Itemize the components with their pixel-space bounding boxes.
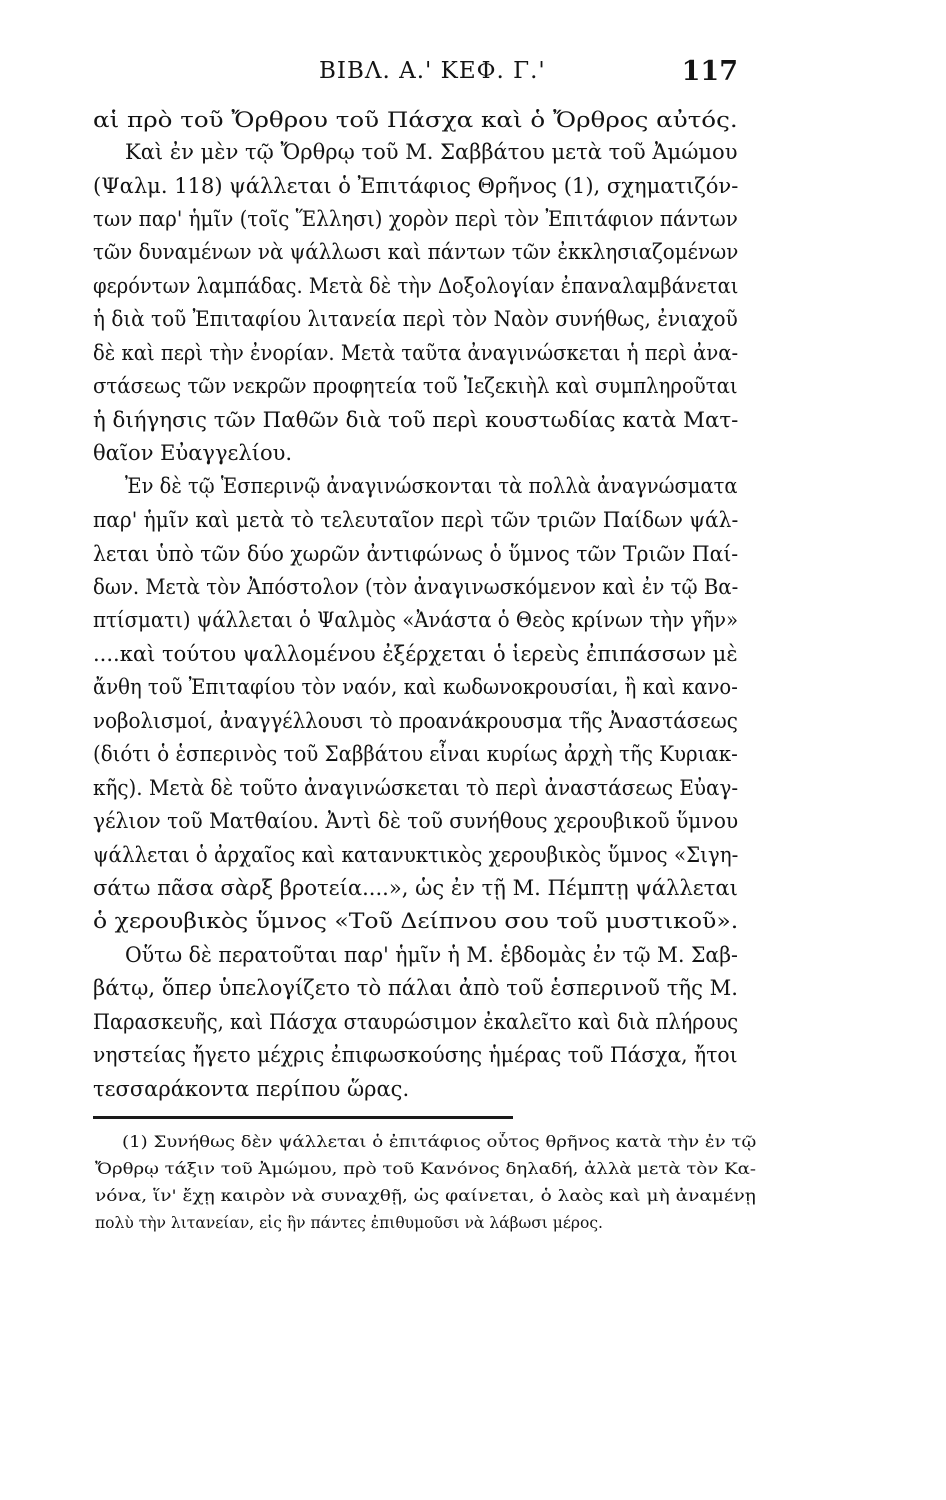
footnote-line: Ὄρθρῳ τάξιν τοῦ Ἀμώμου, πρὸ τοῦ Κανόνος δηλαδή, ἀλλὰ μετὰ τὸν Κα- xyxy=(95,1160,756,1178)
footnote-separator xyxy=(93,1116,513,1119)
text-line: Παρασκευῆς, καὶ Πάσχα σταυρώσιμον ἐκαλεῖτο καὶ διὰ πλήρους xyxy=(93,1010,739,1034)
text-line: νοβολισμοί, ἀναγγέλλουσι τὸ προανάκρουσμα τῆς Ἀναστάσεως xyxy=(93,709,738,733)
text-line: (Ψαλμ. 118) ψάλλεται ὁ Ἐπιτάφιος Θρῆνος (1), σχηματιζόν- xyxy=(93,174,739,198)
running-header xyxy=(93,56,738,96)
text-line: λεται ὑπὸ τῶν δύο χωρῶν ἀντιφώνως ὁ ὕμνος τῶν Τριῶν Παί- xyxy=(93,542,739,566)
text-line: παρ' ἡμῖν καὶ μετὰ τὸ τελευταῖον περὶ τῶν τριῶν Παίδων ψάλ- xyxy=(93,508,739,532)
page-number: 117 xyxy=(681,56,738,87)
text-line: θαῖον Εὐαγγελίου. xyxy=(93,441,293,465)
text-line: ἡ διήγησις τῶν Παθῶν διὰ τοῦ περὶ κουστωδίας κατὰ Ματ- xyxy=(93,408,739,432)
text-line: Οὕτω δὲ περατοῦται παρ' ἡμῖν ἡ Μ. ἑβδομὰς ἐν τῷ Μ. Σαβ- xyxy=(125,943,738,967)
text-line: ὁ χερουβικὸς ὕμνος «Τοῦ Δείπνου σου τοῦ μυστικοῦ». xyxy=(93,909,739,933)
footnote-line: πολὺ τὴν λιτανείαν, εἰς ἣν πάντες ἐπιθυμοῦσι νὰ λάβωσι μέρος. xyxy=(95,1214,603,1232)
text-line: ἄνθη τοῦ Ἐπιταφίου τὸν ναόν, καὶ κωδωνοκρουσίαι, ἢ καὶ κανο- xyxy=(93,675,738,699)
text-line: τῶν δυναμένων νὰ ψάλλωσι καὶ πάντων τῶν ἐκκλησιαζομένων xyxy=(93,240,739,264)
text-line: δων. Μετὰ τὸν Ἀπόστολον (τὸν ἀναγινωσκόμενον καὶ ἐν τῷ Βα- xyxy=(93,575,739,599)
text-line: Καὶ ἐν μὲν τῷ Ὄρθρῳ τοῦ Μ. Σαββάτου μετὰ τοῦ Ἀμώμου xyxy=(125,140,738,164)
text-line: σάτω πᾶσα σὰρξ βροτεία....», ὡς ἐν τῇ Μ. Πέμπτῃ ψάλλεται xyxy=(93,876,738,900)
text-line: Ἐν δὲ τῷ Ἑσπερινῷ ἀναγινώσκονται τὰ πολλὰ ἀναγνώσματα xyxy=(125,474,738,498)
text-line: φερόντων λαμπάδας. Μετὰ δὲ τὴν Δοξολογίαν ἐπαναλαμβάνεται xyxy=(93,274,739,298)
text-line: αἱ πρὸ τοῦ Ὄρθρου τοῦ Πάσχα καὶ ὁ Ὄρθρος αὐτός. xyxy=(93,108,738,132)
text-line: νηστείας ἤγετο μέχρις ἐπιφωσκούσης ἡμέρας τοῦ Πάσχα, ἤτοι xyxy=(93,1043,738,1067)
text-line: ἡ διὰ τοῦ Ἐπιταφίου λιτανεία περὶ τὸν Ναὸν συνήθως, ἐνιαχοῦ xyxy=(93,307,738,331)
text-line: κῆς). Μετὰ δὲ τοῦτο ἀναγινώσκεται τὸ περὶ ἀναστάσεως Εὐαγ- xyxy=(93,776,739,800)
text-line: τεσσαράκοντα περίπου ὥρας. xyxy=(93,1077,410,1101)
text-line: πτίσματι) ψάλλεται ὁ Ψαλμὸς «Ἀνάστα ὁ Θεὸς κρίνων τὴν γῆν» xyxy=(93,608,739,632)
text-line: γέλιον τοῦ Ματθαίου. Ἀντὶ δὲ τοῦ συνήθους χερουβικοῦ ὕμνου xyxy=(93,809,739,833)
text-line: ψάλλεται ὁ ἀρχαῖος καὶ κατανυκτικὸς χερουβικὸς ὕμνος «Σιγη- xyxy=(93,843,739,867)
text-line: βάτῳ, ὅπερ ὑπελογίζετο τὸ πάλαι ἀπὸ τοῦ ἑσπερινοῦ τῆς Μ. xyxy=(93,976,738,1000)
text-line: ....καὶ τούτου ψαλλομένου ἐξέρχεται ὁ ἱερεὺς ἐπιπάσσων μὲ xyxy=(93,642,738,666)
running-title: ΒΙΒΛ. Α.' ΚΕΦ. Γ.' xyxy=(319,58,546,84)
footnote-line: (1) Συνήθως δὲν ψάλλεται ὁ ἐπιτάφιος οὗτος θρῆνος κατὰ τὴν ἐν τῷ xyxy=(122,1133,757,1151)
text-line: δὲ καὶ περὶ τὴν ἐνορίαν. Μετὰ ταῦτα ἀναγινώσκεται ἡ περὶ ἀνα- xyxy=(93,341,739,365)
footnote-line: νόνα, ἵν' ἔχῃ καιρὸν νὰ συναχθῇ, ὡς φαίνεται, ὁ λαὸς καὶ μὴ ἀναμένῃ xyxy=(95,1187,756,1205)
text-line: (διότι ὁ ἑσπερινὸς τοῦ Σαββάτου εἶναι κυρίως ἀρχὴ τῆς Κυριακ- xyxy=(93,742,738,766)
text-line: στάσεως τῶν νεκρῶν προφητεία τοῦ Ἰεζεκιὴλ καὶ συμπληροῦται xyxy=(93,374,738,398)
text-line: των παρ' ἡμῖν (τοῖς Ἕλλησι) χορὸν περὶ τὸν Ἐπιτάφιον πάντων xyxy=(93,207,738,231)
